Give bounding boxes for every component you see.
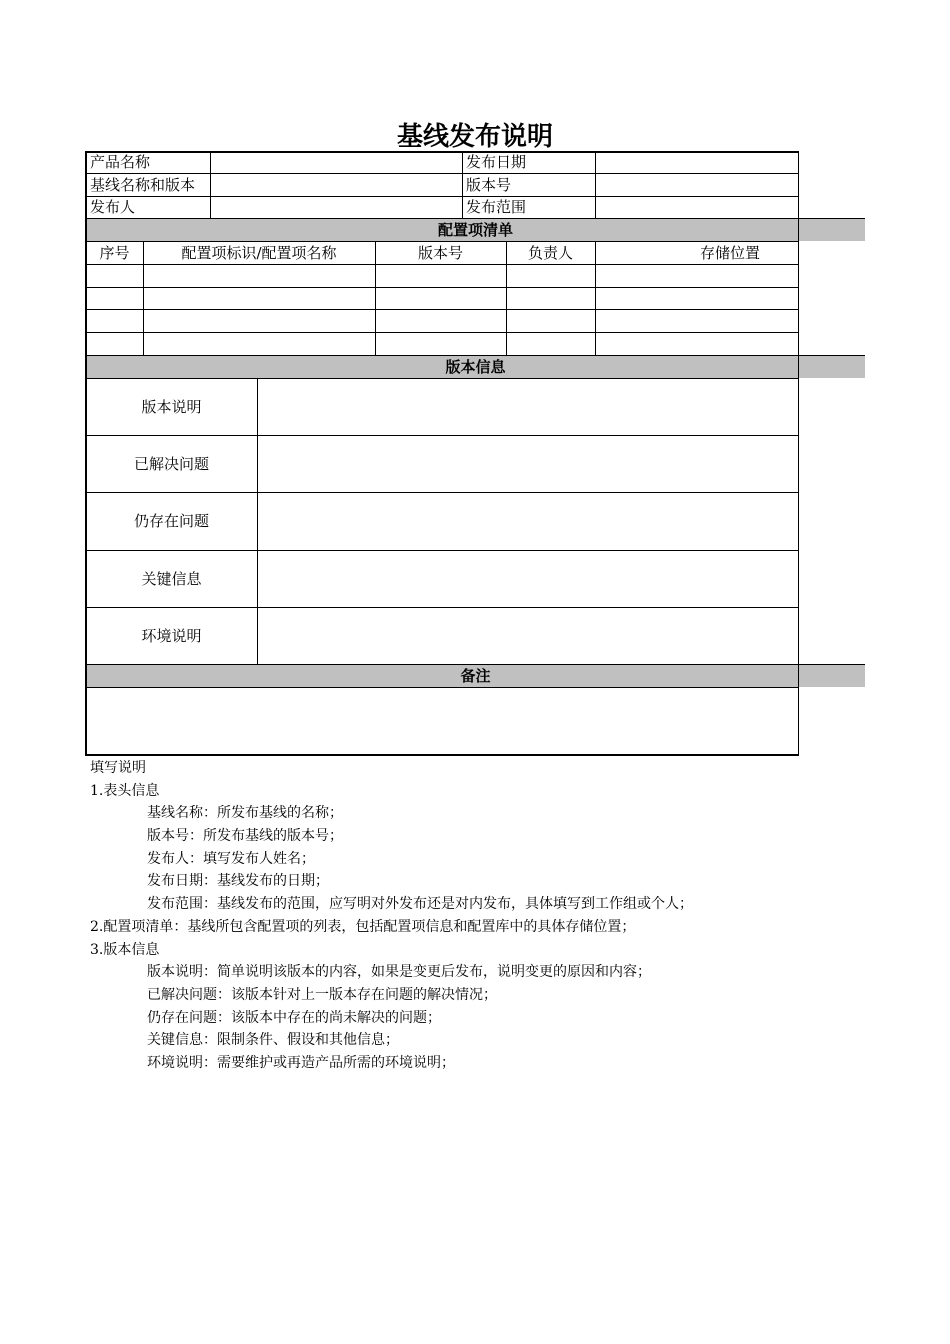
instructions-item: 关键信息：限制条件、假设和其他信息；	[147, 1032, 399, 1048]
col-header-version: 版本号	[417, 244, 463, 262]
instructions-item: 发布日期：基线发布的日期；	[147, 873, 329, 889]
header-col-divider	[462, 151, 463, 218]
publisher-label: 发布人	[90, 198, 136, 216]
col-header-owner: 负责人	[527, 244, 573, 262]
version-desc-label: 版本说明	[141, 398, 202, 416]
instructions-item: 仍存在问题：该版本中存在的尚未解决的问题；	[147, 1010, 441, 1026]
release-scope-field[interactable]	[596, 197, 799, 218]
table-bottom-border	[86, 754, 799, 756]
table-row[interactable]	[87, 310, 799, 332]
col-header-location: 存储位置	[699, 244, 760, 262]
release-date-field[interactable]	[596, 152, 799, 173]
instructions-item: 环境说明：需要维护或再造产品所需的环境说明；	[147, 1055, 455, 1071]
col-header-item-name: 配置项标识/配置项名称	[181, 244, 337, 262]
instructions-section-2: 2.配置项清单：基线所包含配置项的列表，包括配置项信息和配置库中的具体存储位置；	[90, 919, 636, 935]
key-info-field[interactable]	[258, 551, 799, 607]
product-name-field[interactable]	[211, 152, 462, 173]
instructions-item: 发布范围：基线发布的范围，应写明对外发布还是对内发布，具体填写到工作组或个人；	[147, 896, 693, 912]
instructions-heading: 填写说明	[90, 760, 146, 776]
environment-field[interactable]	[258, 608, 799, 664]
product-name-label: 产品名称	[90, 153, 151, 171]
instructions-item: 基线名称：所发布基线的名称；	[147, 805, 343, 821]
environment-label: 环境说明	[141, 627, 202, 645]
instructions-item: 发布人：填写发布人姓名；	[147, 851, 315, 867]
instructions-item: 已解决问题：该版本针对上一版本存在问题的解决情况；	[147, 987, 497, 1003]
table-row[interactable]	[87, 265, 799, 287]
table-right-border	[798, 151, 799, 756]
release-scope-label: 发布范围	[466, 198, 527, 216]
table-left-border	[85, 151, 87, 756]
version-desc-field[interactable]	[258, 379, 799, 435]
config-list-title: 配置项清单	[437, 221, 513, 239]
document-title: 基线发布说明	[396, 122, 553, 152]
open-issues-field[interactable]	[258, 493, 799, 550]
instructions-item: 版本说明：简单说明该版本的内容，如果是变更后发布，说明变更的原因和内容；	[147, 964, 651, 980]
publisher-field[interactable]	[211, 197, 462, 218]
version-no-field[interactable]	[596, 174, 799, 196]
instructions-section-1: 1.表头信息	[90, 783, 160, 799]
table-row[interactable]	[87, 288, 799, 309]
instructions-item: 版本号：所发布基线的版本号；	[147, 828, 343, 844]
instructions-section-3: 3.版本信息	[90, 942, 160, 958]
version-info-title: 版本信息	[445, 358, 506, 376]
resolved-issues-field[interactable]	[258, 436, 799, 492]
baseline-name-label: 基线名称和版本	[90, 176, 196, 194]
remarks-field[interactable]	[88, 688, 799, 754]
version-no-label: 版本号	[466, 176, 512, 194]
open-issues-label: 仍存在问题	[133, 512, 209, 530]
col-header-index: 序号	[99, 244, 130, 262]
remarks-title: 备注	[460, 667, 491, 685]
release-date-label: 发布日期	[466, 153, 527, 171]
baseline-name-field[interactable]	[211, 174, 462, 196]
table-row[interactable]	[87, 333, 799, 355]
key-info-label: 关键信息	[141, 570, 202, 588]
resolved-issues-label: 已解决问题	[133, 455, 209, 473]
